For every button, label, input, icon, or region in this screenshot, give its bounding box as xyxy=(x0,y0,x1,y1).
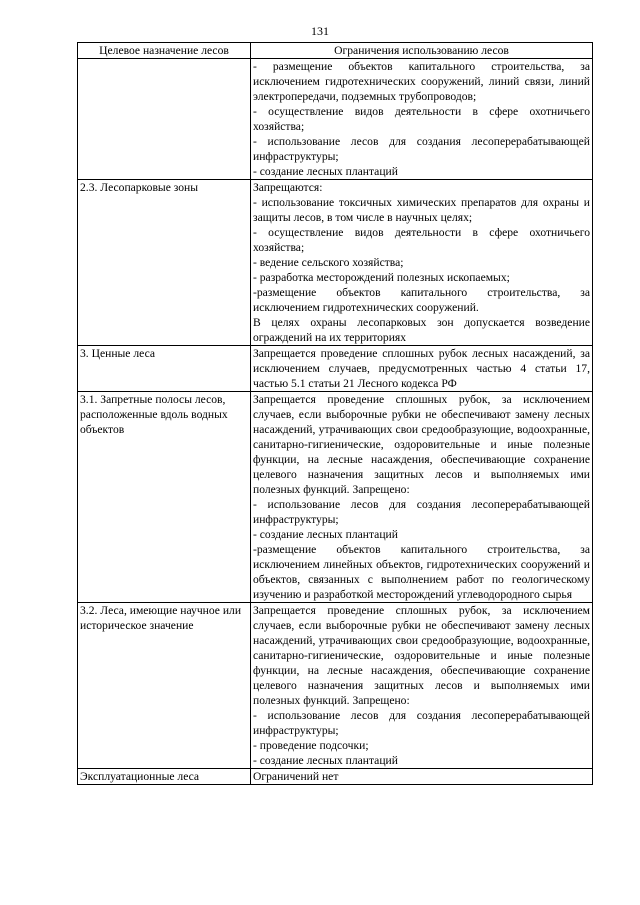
restriction-line: - проведение подсочки; xyxy=(253,739,369,752)
header-restrictions: Ограничения использованию лесов xyxy=(251,43,593,59)
restriction-line: - осуществление видов деятельности в сфере охотничьего хозяйства; xyxy=(253,105,590,133)
table-row xyxy=(78,603,593,769)
row-restrictions xyxy=(251,603,593,769)
table-row xyxy=(78,346,593,392)
row-purpose: 3.1. Запретные полосы лесов, расположенные вдоль водных объектов xyxy=(78,392,251,603)
row-restrictions xyxy=(251,346,593,392)
restriction-line: - создание лесных плантаций xyxy=(253,754,398,767)
table-row xyxy=(78,59,593,180)
restriction-line: -размещение объектов капитального строительства, за исключением линейных объектов, гидротехнических сооружений и объектов, связанных с выполнением работ по геологическому изучению и разработкой месторождений углеводородного сырья xyxy=(253,543,590,601)
restriction-line: Запрещается проведение сплошных рубок, за исключением случаев, если выборочные рубки не обеспечивают замену лесных насаждений, утрачивающих свои средообразующие, водоохранные, санитарно-гигиенические, оздоровительные и иные полезные функции, на лесные насаждения, обеспечивающие сохранение целевого назначения защитных лесов и выполняемых ими полезных функций. Запрещено: xyxy=(253,604,590,707)
restriction-line: Запрещается проведение сплошных рубок, за исключением случаев, если выборочные рубки не обеспечивают замену лесных насаждений, утрачивающих свои средообразующие, водоохранные, санитарно-гигиенические, оздоровительные и иные полезные функции, на лесные насаждения, обеспечивающие сохранение целевого назначения защитных лесов и выполняемых ими полезных функций. Запрещено: xyxy=(253,393,590,496)
restriction-line: - ведение сельского хозяйства; xyxy=(253,256,404,269)
restriction-line: -размещение объектов капитального строительства, за исключением гидротехнических сооружений. xyxy=(253,286,590,314)
header-purpose: Целевое назначение лесов xyxy=(78,43,251,59)
page-number: 131 xyxy=(311,24,329,38)
row-purpose: 3. Ценные леса xyxy=(78,346,251,392)
restriction-line: - использование лесов для создания лесоперерабатывающей инфраструктуры; xyxy=(253,709,590,737)
row-restrictions xyxy=(251,392,593,603)
table-row xyxy=(78,392,593,603)
restriction-line: - создание лесных плантаций xyxy=(253,165,398,178)
restriction-line: - использование лесов для создания лесоперерабатывающей инфраструктуры; xyxy=(253,135,590,163)
restriction-line: - создание лесных плантаций xyxy=(253,528,398,541)
row-restrictions xyxy=(251,769,593,785)
restriction-line: Запрещается проведение сплошных рубок лесных насаждений, за исключением случаев, предусмотренных частью 4 статьи 17, частью 5.1 статьи 21 Лесного кодекса РФ xyxy=(253,347,590,390)
row-purpose: 2.3. Лесопарковые зоны xyxy=(78,180,251,346)
restriction-line: - разработка месторождений полезных ископаемых; xyxy=(253,271,510,284)
table-header-row xyxy=(78,43,593,59)
restriction-line: - использование лесов для создания лесоперерабатывающей инфраструктуры; xyxy=(253,498,590,526)
row-purpose xyxy=(78,59,251,180)
restriction-line: - размещение объектов капитального строительства, за исключением гидротехнических сооружений, линий связи, линий электропередачи, подземных трубопроводов; xyxy=(253,60,590,103)
row-purpose: Эксплуатационные леса xyxy=(78,769,251,785)
restriction-line: - использование токсичных химических препаратов для охраны и защиты лесов, в том числе в научных целях; xyxy=(253,196,590,224)
row-restrictions xyxy=(251,59,593,180)
restriction-line: В целях охраны лесопарковых зон допускается возведение ограждений на их территориях xyxy=(253,316,590,344)
restriction-line: - осуществление видов деятельности в сфере охотничьего хозяйства; xyxy=(253,226,590,254)
row-purpose: 3.2. Леса, имеющие научное или историческое значение xyxy=(78,603,251,769)
restriction-line: Ограничений нет xyxy=(253,770,339,783)
restriction-line: Запрещаются: xyxy=(253,181,323,194)
table-row xyxy=(78,180,593,346)
row-restrictions xyxy=(251,180,593,346)
table-row xyxy=(78,769,593,785)
forest-restrictions-table xyxy=(77,42,593,785)
